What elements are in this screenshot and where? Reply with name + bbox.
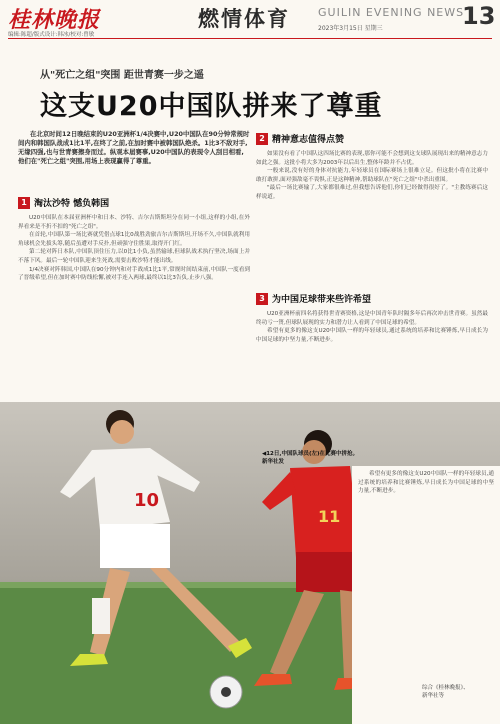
jersey-number-right: 11 xyxy=(318,507,341,526)
section-3-body xyxy=(256,310,488,402)
main-headline: 这支U20中国队拼来了尊重 xyxy=(40,91,383,122)
section-1-header xyxy=(18,196,109,209)
jersey-number-left: 10 xyxy=(134,490,160,511)
section-2-body xyxy=(256,150,488,276)
section-3-header xyxy=(256,292,371,305)
photo-caption xyxy=(262,450,358,466)
header-divider xyxy=(8,38,492,39)
section-1-title: 淘汰沙特 憾负韩国 xyxy=(34,199,110,209)
section-3-number: 3 xyxy=(256,293,268,305)
football xyxy=(210,676,242,708)
section-1-para: 第二轮对阵日本队,中国队顶住压力,以0比1小负,虽然输球,但球队战术执行坚决,场面上并不落下风。最后一轮中国队迎来生死战,需要击败沙特才能出线。 xyxy=(18,249,250,264)
section-2-para: 一般来说,没有好的身体对抗能力,年轻球员在国际赛场上很难立足。但这批小将在比赛中敢打敢拼,面对强敌毫不畏惧,正是这种精神,帮助球队在"死亡之组"中杀出重围。 xyxy=(256,168,488,183)
section-1-para: 在首轮,中国队第一场比赛就凭借点球1比0战胜劲旅吉尔吉斯斯坦,开场不久,中国队就利用角球机会先拔头筹,随后虽遭对手反扑,但顽强守住胜果,取得开门红。 xyxy=(18,232,250,247)
issue-date: 2023年3月15日 星期三 xyxy=(318,25,383,32)
newspaper-logo: 桂林晚报 xyxy=(8,7,101,33)
section-1-number: 1 xyxy=(18,197,30,209)
photo-credit: 新华社发 xyxy=(262,459,285,465)
photo-caption-text: ◀12日,中国队球员(左)在比赛中拼抢。 xyxy=(262,451,359,457)
section-2-header xyxy=(256,132,344,145)
page-number: 13 xyxy=(462,2,496,30)
section-1-para: U20中国队在本届亚洲杯中和日本、沙特、吉尔吉斯斯坦分在同一小组,这样的小组,在外界看来是不折不扣的"死亡之组"。 xyxy=(18,215,250,230)
section-1-para: 1/4决赛对阵韩国,中国队在90分钟内和对手战成1比1平,常规时间结束前,中国队一度看到了晋级希望,但在加时赛中防线松懈,被对手连入两球,最终以1比3告负,止步八强。 xyxy=(18,266,250,282)
section-2-para: 如果没有看了中国队这四场比赛的表现,那你可能不会想到这支球队展现出来的精神意志力如此之强。这批小将大多为2003年以后出生,整体年龄并不占优。 xyxy=(256,151,488,166)
paper-english-name: GUILIN EVENING NEWS xyxy=(318,6,465,19)
section-2-title: 精神意志值得点赞 xyxy=(272,135,345,145)
byline-line-2: 新华社等 xyxy=(422,693,445,699)
section-3-para: U20亚洲杯前四名将获得世青赛资格,这是中国青年队时隔多年后再次冲击世青赛。虽然最终功亏一篑,但球队展现的实力和潜力让人看到了中国足球的希望。 xyxy=(256,311,488,326)
section-3-para: 希望有更多的像这支U20中国队一样的年轻球员,通过系统的培养和比赛锤炼,早日成长为中国足球的中坚力量,不断进步。 xyxy=(256,328,488,343)
lead-paragraph: 在北京时间12日晚结束的U20亚洲杯1/4决赛中,U20中国队在90分钟常规时间内和韩国队战成1比1平,在终了之前,在加时赛中被韩国队绝杀。1比3不敌对手,无缘四强,也与世青赛擦身而过。纵观本届赛事,U20中国队的表现令人刮目相看,他们在"死亡之组"突围,用场上表现赢得了尊重。 xyxy=(18,130,250,165)
editor-credits: 编辑:陈超/版式设计:韩冰/校对:曾敏 xyxy=(8,32,95,38)
section-2-number: 2 xyxy=(256,133,268,145)
section-2-para: "最后一场比赛输了,大家都很难过,但我想告诉他们,你们已经做得很好了。"主教练赛后这样说道。 xyxy=(256,185,488,200)
headline-kicker: 从"死亡之组"突围 距世青赛一步之遥 xyxy=(40,70,204,81)
section-3-title: 为中国足球带来些许希望 xyxy=(272,295,372,305)
article-byline xyxy=(422,684,469,700)
byline-line-1: 综合《桂林晚报》、 xyxy=(422,685,469,691)
section-3-continued xyxy=(358,470,494,678)
section-title: 燃情体育 xyxy=(198,7,290,31)
section-1-body xyxy=(18,214,250,404)
section-3-continued-para: 希望有更多的像这支U20中国队一样的年轻球员,通过系统的培养和比赛锤炼,早日成长为中国足球的中坚力量,不断进步。 xyxy=(358,471,494,495)
